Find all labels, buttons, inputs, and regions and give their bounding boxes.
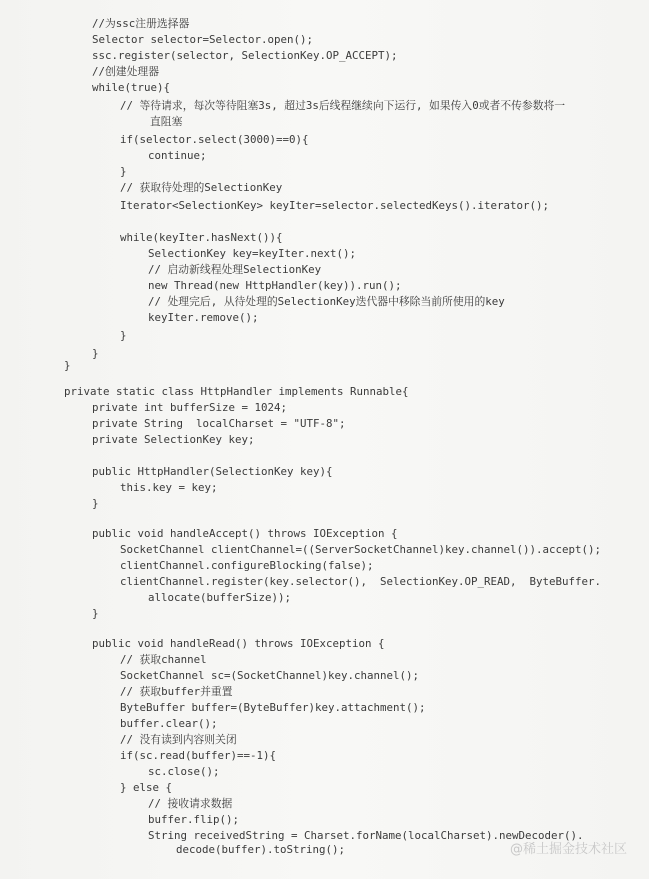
code-line: clientChannel.register(key.selector(), SelectionKey.OP_READ, ByteBuffer. [120,575,602,588]
code-line: SelectionKey key=keyIter.next(); [148,247,357,260]
code-line: if(selector.select(3000)==0){ [120,133,309,146]
code-line: if(sc.read(buffer)==-1){ [120,749,277,762]
code-line: SocketChannel sc=(SocketChannel)key.channel(); [120,669,420,682]
code-line: public void handleAccept() throws IOException { [92,527,398,540]
code-line: private String localCharset = "UTF-8"; [92,417,346,430]
code-line: clientChannel.configureBlocking(false); [120,559,374,572]
code-line: } [120,165,127,178]
code-line: } else { [120,781,173,794]
code-line: private static class HttpHandler implements Runnable{ [64,385,409,398]
code-line: this.key = key; [120,481,218,494]
code-line: SocketChannel clientChannel=((ServerSocketChannel)key.channel()).accept(); [120,543,602,556]
code-line: keyIter.remove(); [148,311,259,324]
code-line: // 等待请求，每次等待阻塞3s, 超过3s后线程继续向下运行, 如果传入0或者不传参数将一 [120,99,566,112]
code-line: } [120,329,127,342]
code-line: String receivedString = Charset.forName(localCharset).newDecoder(). [148,829,584,842]
code-line: buffer.clear(); [120,717,218,730]
code-line: // 获取channel [120,653,207,666]
code-line: decode(buffer).toString(); [176,843,346,856]
code-line: while(true){ [92,81,171,94]
code-line: // 没有读到内容则关闭 [120,733,237,746]
code-line: private int bufferSize = 1024; [92,401,288,414]
code-line: Iterator<SelectionKey> keyIter=selector.selectedKeys().iterator(); [120,199,550,212]
watermark: @稀土掘金技术社区 [509,842,627,857]
code-line: public HttpHandler(SelectionKey key){ [92,465,333,478]
code-line: } [92,347,99,360]
code-line: sc.close(); [148,765,220,778]
code-line: ssc.register(selector, SelectionKey.OP_ACCEPT); [92,49,398,62]
code-line: } [64,359,71,372]
code-line: // 获取待处理的SelectionKey [120,181,283,194]
code-line: // 启动新线程处理SelectionKey [148,263,322,276]
code-line: continue; [148,149,207,162]
code-line: Selector selector=Selector.open(); [92,33,314,46]
code-line: } [92,607,99,620]
code-line: // 处理完后, 从待处理的SelectionKey迭代器中移除当前所使用的key [148,295,505,308]
code-line: while(keyIter.hasNext()){ [120,231,283,244]
code-line: buffer.flip(); [148,813,240,826]
code-line: ByteBuffer buffer=(ByteBuffer)key.attachment(); [120,701,426,714]
code-line: } [92,497,99,510]
code-line: 直阻塞 [150,115,183,128]
code-line: //为ssc注册选择器 [92,17,190,30]
code-line: allocate(bufferSize)); [148,591,292,604]
code-line: //创建处理器 [92,65,159,78]
code-line: new Thread(new HttpHandler(key)).run(); [148,279,402,292]
code-line: // 获取buffer并重置 [120,685,233,698]
code-line: public void handleRead() throws IOException { [92,637,385,650]
code-line: // 接收请求数据 [148,797,233,810]
code-line: private SelectionKey key; [92,433,255,446]
